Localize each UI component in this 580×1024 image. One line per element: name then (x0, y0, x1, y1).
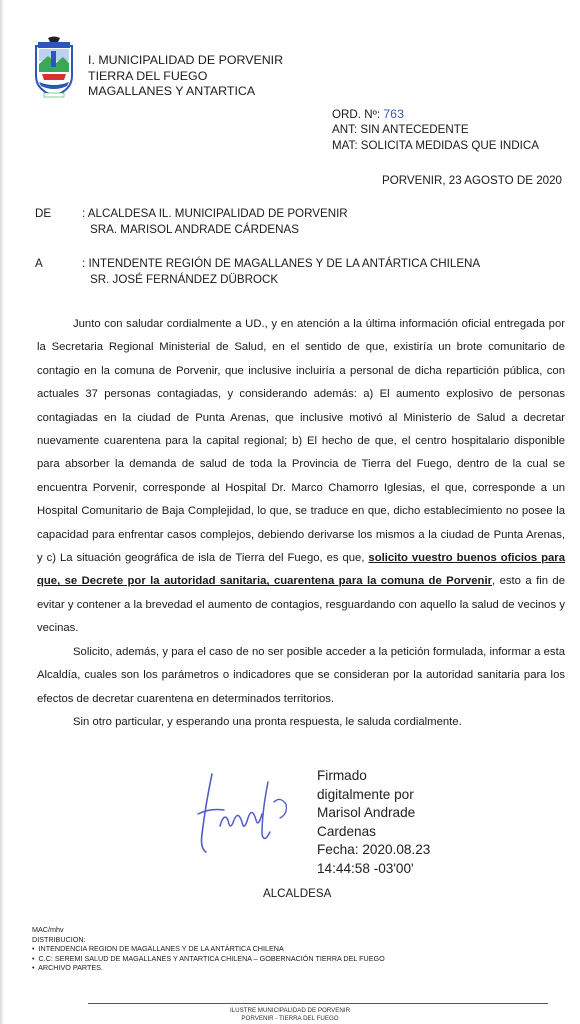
paragraph-1 (37, 313, 565, 641)
digital-signature-block (317, 767, 430, 879)
ant-line: ANT: SIN ANTECEDENTE (332, 123, 469, 137)
paragraph-2: Solicito, además, y para el caso de no ser posible acceder a la petición formulada, informar a esta Alcaldía, cuales son los parámetros o indicadores que se consideran por la autoridad sanitaria para los efectos de decretar cuarentena en determinados territorios. (37, 645, 565, 705)
mat-line: MAT: SOLICITA MEDIDAS QUE INDICA (332, 138, 539, 152)
from-line-1: : ALCALDESA IL. MUNICIPALIDAD DE PORVENIR (82, 207, 348, 220)
municipal-coat-of-arms-logo (30, 36, 78, 100)
to-line-1: : INTENDENTE REGIÓN DE MAGALLANES Y DE LA ANTÁRTICA CHILENA (82, 257, 481, 270)
distribution-item: • C.C: SEREMI SALUD DE MAGALLANES Y ANTARTICA CHILENA – GOBERNACIÓN TIERRA DEL FUEGO (32, 953, 385, 963)
letterhead-line-2: TIERRA DEL FUEGO (88, 68, 208, 83)
signer-role: ALCALDESA (263, 887, 332, 900)
to-line-2: SR. JOSÉ FERNÁNDEZ DÜBROCK (90, 272, 279, 286)
ord-number: 763 (383, 107, 404, 121)
handwritten-signature (190, 762, 300, 862)
from-label: DE (35, 207, 52, 220)
signature-line-3: Marisol Andrade (317, 805, 416, 821)
to-body (82, 256, 480, 287)
document-date: PORVENIR, 23 AGOSTO DE 2020 (382, 174, 562, 187)
reference-block (332, 107, 539, 153)
paragraph-1-request: solicito vuestro buenos oficios para que, se Decrete por la autoridad sanitaria, cuarentena para la comuna de Porvenir (37, 552, 565, 588)
ord-line (332, 107, 539, 122)
paragraph-3: Sin otro particular, y esperando una pronta respuesta, le saluda cordialmente. (73, 715, 462, 728)
distribution-block (32, 925, 385, 973)
footer-divider (88, 1003, 548, 1004)
letterhead-line-1: I. MUNICIPALIDAD DE PORVENIR (88, 53, 284, 67)
page-edge-shadow (0, 0, 4, 1024)
signature-line-2: digitalmente por (317, 786, 414, 802)
signature-line-6: 14:44:58 -03'00' (317, 860, 414, 876)
signature-line-4: Cardenas (317, 823, 376, 839)
author-initials: MAC/mhv (32, 925, 64, 934)
signature-line-5: Fecha: 2020.08.23 (317, 842, 431, 858)
paragraph-1-text: Junto con saludar cordialmente a UD., y en atención a la última información oficial entregada por la Secretaria Regional Ministerial de Salud, en el sentido de que, existiría un brote comunitario de contagio en la comuna de Porvenir, que inclusive incluiría a personal de dicha repartición pública, con actuales 37 personas contagiadas, y considerando además: a) El aumento explosivo de personas contagiadas en la ciudad de Punta Arenas, que inclusive motivó al Ministerio de Salud a decretar nuevamente cuarentena para la capital regional; b) El hecho de que, el centro hospitalario disponible para absorber la demanda de salud de toda la Provincia de Tierra del Fuego, dentro de la cual se encuentra Porvenir, corresponde al Hospital Dr. Marco Chamorro Iglesias, el que, corresponde a un Hospital Comunitario de Baja Complejidad, lo que, se traduce en que, dicho establecimiento no posee la capacidad para enfrentar casos complejos, debiendo derivarse los mismos a la ciudad de Punta Arenas, y c) La situación geográfica de isla de Tierra del Fuego, es que, (37, 318, 565, 565)
from-body (82, 206, 348, 237)
paragraph-1-closing: , esto a fin de evitar y contener a la brevedad el aumento de contagios, resguardando con aquello la salud de vecinos y vecinas. (37, 575, 565, 635)
distribution-item: • ARCHIVO PARTES. (32, 963, 103, 973)
letter-body (37, 313, 565, 734)
footer-line-2: PORVENIR - TIERRA DEL FUEGO (241, 1015, 339, 1022)
distribution-item: • INTENDENCIA REGION DE MAGALLANES Y DE LA ANTÁRTICA CHILENA (32, 944, 284, 954)
letterhead-line-3: MAGALLANES Y ANTARTICA (88, 84, 256, 98)
ord-label: ORD. Nº: (332, 108, 381, 121)
distribution-title: DISTRIBUCION: (32, 934, 86, 944)
from-line-2: SRA. MARISOL ANDRADE CÁRDENAS (90, 222, 299, 236)
to-label: A (35, 257, 43, 270)
footer-line-1: ILUSTRE MUNICIPALIDAD DE PORVENIR (229, 1007, 351, 1014)
signature-line-1: Firmado (317, 768, 367, 783)
letterhead (88, 53, 283, 100)
